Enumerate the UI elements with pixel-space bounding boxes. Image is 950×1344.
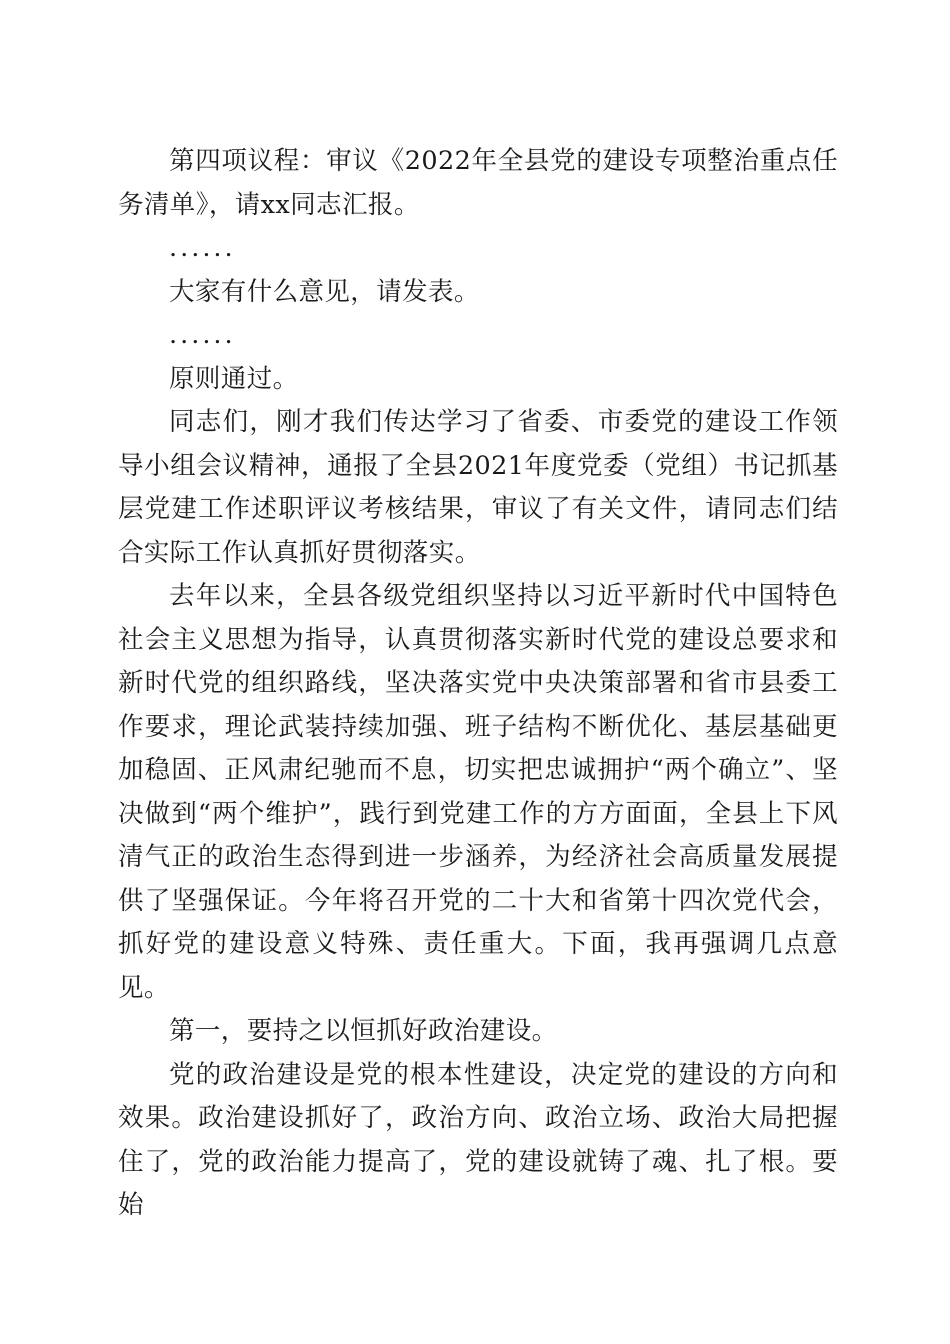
- ellipsis-1: ......: [169, 233, 236, 263]
- paragraph-review: 去年以来，全县各级党组织坚持以习近平新时代中国特色社会主义思想为指导，认真贯彻落实新时代党的建设总要求和新时代党的组织路线，坚决落实党中央决策部署和省市县委工作要求，理论武装持续加强、班子结构不断优化、基层基础更加稳固、正风肃纪驰而不息，切实把忠诚拥护“两个确立”、坚决做到“两个维护”，践行到党建工作的方方面面，全县上下风清气正的政治生态得到进一步涵养，为经济社会高质量发展提供了坚强保证。今年将召开党的二十大和省第十四次党代会，抓好党的建设意义特殊、责任重大。下面，我再强调几点意见。: [118, 581, 838, 1003]
- section-heading-first: 第一，要持之以恒抓好政治建设。: [169, 1016, 558, 1046]
- paragraph-summary: 同志们，刚才我们传达学习了省委、市委党的建设工作领导小组会议精神，通报了全县2021年度党委（党组）书记抓基层党建工作述职评议考核结果，审议了有关文件，请同志们结合实际工作认真抓好贯彻落实。: [118, 407, 838, 568]
- document-body: [118, 140, 838, 1228]
- ellipsis-2: ......: [169, 320, 236, 350]
- call-for-opinions: 大家有什么意见，请发表。: [169, 276, 480, 307]
- agenda-item-four: 第四项议程：审议《2022年全县党的建设专项整治重点任务清单》，请xx同志汇报。: [118, 146, 838, 220]
- paragraph-political-building: 党的政治建设是党的根本性建设，决定党的建设的方向和效果。政治建设抓好了，政治方向、政治立场、政治大局把握住了，党的政治能力提高了，党的建设就铸了魂、扎了根。要始: [118, 1059, 838, 1220]
- approval-statement: 原则通过。: [169, 363, 299, 394]
